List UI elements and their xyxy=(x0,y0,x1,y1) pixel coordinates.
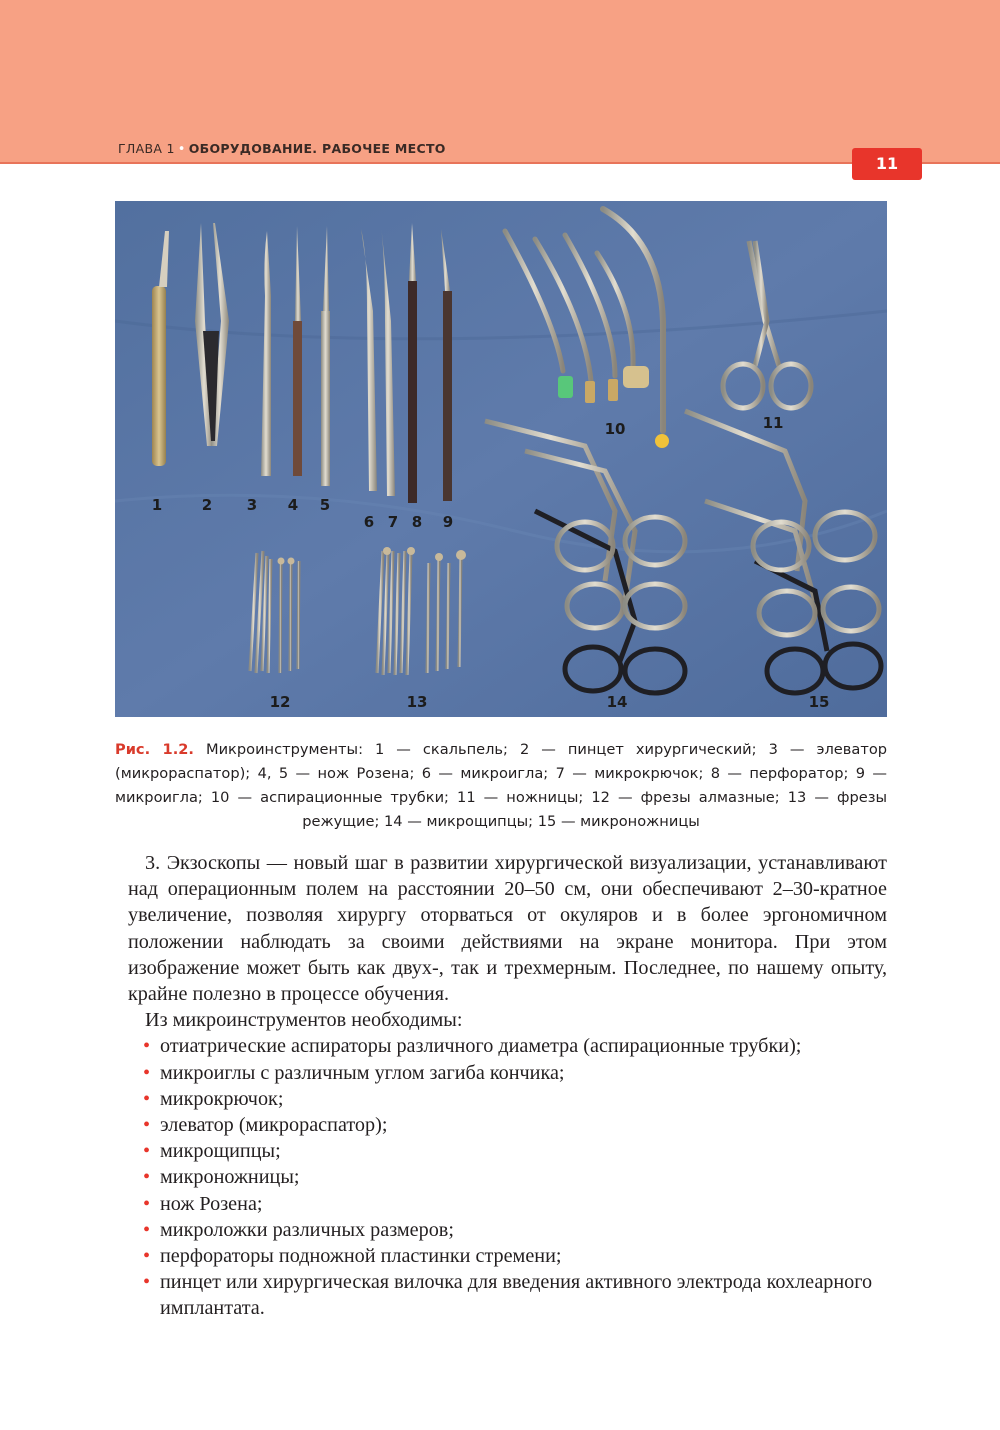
bullet-marker: • xyxy=(143,1245,151,1268)
bullet-marker: • xyxy=(143,1271,151,1294)
list-item-text: микроиглы с различным углом загиба кончика; xyxy=(160,1061,565,1084)
page-number: 11 xyxy=(852,148,922,180)
paragraph-exoscopes: 3. Экзоскопы — новый шаг в развитии хирургической визуализации, устанавливают над операционным полем на расстоянии 20–50 см, они обеспечивают 2–30-кратное увеличение, позволяя хирургу оторваться от окуляров и в более эргономичном положении наблюдать за своими действиями на экране монитора. При этом изображение может быть как двух-, так и трехмерным. Последнее, по нашему опыту, крайне полезно в процессе обучения. xyxy=(128,852,887,1006)
chapter-title: ОБОРУДОВАНИЕ. РАБОЧЕЕ МЕСТО xyxy=(188,141,446,156)
separator-dot: • xyxy=(177,142,186,157)
list-item-text: микроножницы; xyxy=(160,1166,300,1189)
figure-label-12: 12 xyxy=(269,693,291,711)
bullet-marker: • xyxy=(143,1114,151,1137)
list-item-text: элеватор (микрораспатор); xyxy=(160,1114,388,1137)
bullet-marker: • xyxy=(143,1061,151,1084)
list-item xyxy=(128,1269,887,1321)
figure-caption-text: Микроинструменты: 1 — скальпель; 2 — пинцет хирургический; 3 — элеватор (микрораспатор); 4, 5 — нож Розена; 6 — микроигла; 7 — микрокрючок; 8 — перфоратор; 9 — микроигла; 10 — аспирационные трубки; 11 — ножницы; 12 — фрезы алмазные; 13 — фрезы режущие; 14 — микрощипцы; 15 — микроножницы xyxy=(115,741,888,830)
list-item-text: микрощипцы; xyxy=(160,1140,281,1163)
figure-label-3: 3 xyxy=(246,496,258,514)
list-item xyxy=(128,1033,887,1059)
figure-label-4: 4 xyxy=(287,496,299,514)
list-item-text: пинцет или хирургическая вилочка для введения активного электрода кохлеарного имплантата. xyxy=(160,1271,873,1320)
instruments-illustration xyxy=(115,201,887,717)
chapter-label: ГЛАВА 1 xyxy=(118,141,175,156)
header-band xyxy=(0,0,1000,164)
bullet-marker: • xyxy=(143,1035,151,1058)
bullet-marker: • xyxy=(143,1166,151,1189)
list-item xyxy=(128,1060,887,1086)
list-item-text: микрокрючок; xyxy=(160,1087,284,1110)
figure-photo xyxy=(115,201,887,717)
figure-label-8: 8 xyxy=(411,513,423,531)
bullet-marker: • xyxy=(143,1218,151,1241)
figure-caption-label: Рис. 1.2. xyxy=(115,741,194,758)
body-text xyxy=(128,850,887,1322)
list-item-text: отиатрические аспираторы различного диаметра (аспирационные трубки); xyxy=(160,1035,802,1058)
list-item xyxy=(128,1112,887,1138)
list-item xyxy=(128,1217,887,1243)
list-item-text: нож Розена; xyxy=(160,1192,263,1215)
figure-label-6: 6 xyxy=(363,513,375,531)
bullet-marker: • xyxy=(143,1140,151,1163)
list-item-text: перфораторы подножной пластинки стремени; xyxy=(160,1245,562,1268)
figure-label-2: 2 xyxy=(201,496,213,514)
list-item xyxy=(128,1191,887,1217)
suction-tip-yellow xyxy=(655,434,669,448)
figure-label-9: 9 xyxy=(442,513,454,531)
figure-label-7: 7 xyxy=(387,513,399,531)
bullet-marker: • xyxy=(143,1087,151,1110)
figure-label-10: 10 xyxy=(604,420,626,438)
list-item xyxy=(128,1086,887,1112)
list-item-text: микроложки различных размеров; xyxy=(160,1218,454,1241)
figure-label-1: 1 xyxy=(151,496,163,514)
figure-label-11: 11 xyxy=(762,414,784,432)
figure-label-14: 14 xyxy=(606,693,628,711)
figure-label-5: 5 xyxy=(319,496,331,514)
suction-tip-green xyxy=(558,376,573,398)
figure-caption xyxy=(115,738,887,834)
figure-label-15: 15 xyxy=(808,693,830,711)
running-head xyxy=(118,141,446,157)
list-item xyxy=(128,1243,887,1269)
bullet-marker: • xyxy=(143,1192,151,1215)
suction-tip-brass xyxy=(585,381,595,403)
paragraph-list-intro: Из микроинструментов необходимы: xyxy=(145,1009,463,1032)
list-item xyxy=(128,1138,887,1164)
instrument-list xyxy=(128,1033,887,1321)
figure-label-13: 13 xyxy=(406,693,428,711)
drape-background xyxy=(115,201,887,717)
list-item xyxy=(128,1164,887,1190)
